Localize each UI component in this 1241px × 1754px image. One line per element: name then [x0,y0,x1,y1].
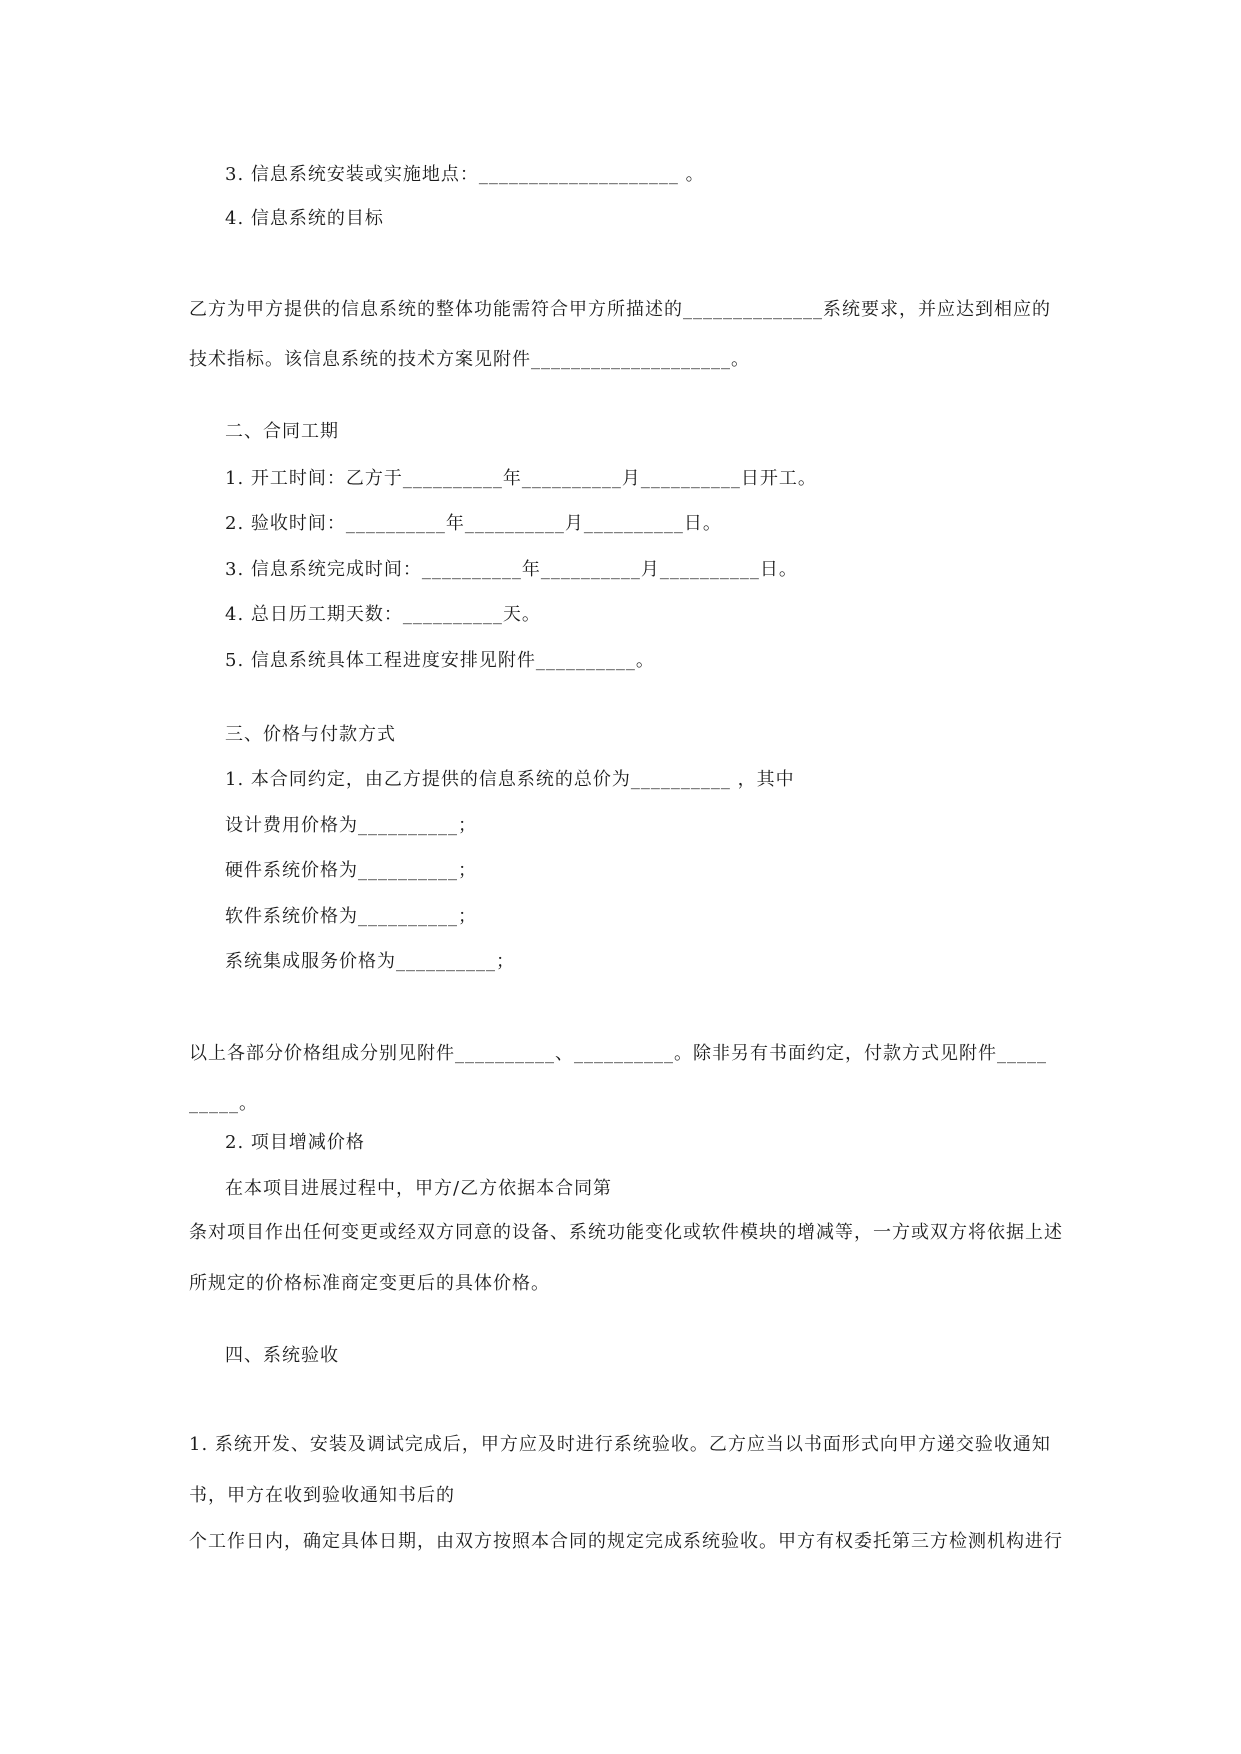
section-heading-4: 四、系统验收 [225,1345,339,1366]
paragraph-acceptance-line-2: 书，甲方在收到验收通知书后的 [189,1485,455,1506]
clause-price-adjustment: 2. 项目增减价格 [225,1132,365,1153]
clause-4-system-goal: 4. 信息系统的目标 [225,208,384,229]
clause-3-installation-site: 3. 信息系统安装或实施地点：____________________ 。 [225,164,705,185]
section-heading-2: 二、合同工期 [225,421,339,442]
paragraph-goal-line-2: 技术指标。该信息系统的技术方案见附件____________________。 [189,349,750,370]
paragraph-adjust-line-1: 在本项目进展过程中，甲方/乙方依据本合同第 [225,1178,613,1199]
price-software: 软件系统价格为__________； [225,906,477,927]
clause-completion-time: 3. 信息系统完成时间：__________年__________月__________日。 [225,559,798,580]
clause-total-days: 4. 总日历工期天数：__________天。 [225,604,541,625]
paragraph-adjust-line-2: 条对项目作出任何变更或经双方同意的设备、系统功能变化或软件模块的增减等，一方或双方将依据上述 [189,1222,1063,1243]
section-heading-3: 三、价格与付款方式 [225,724,396,745]
price-design: 设计费用价格为__________； [225,815,477,836]
paragraph-price-line-1: 以上各部分价格组成分别见附件__________、__________。除非另有书面约定，付款方式见附件_____ [189,1043,1047,1064]
clause-start-time: 1. 开工时间：乙方于__________年__________月__________日开工。 [225,468,817,489]
price-integration: 系统集成服务价格为__________； [225,951,515,972]
paragraph-goal-line-1: 乙方为甲方提供的信息系统的整体功能需符合甲方所描述的______________系统要求，并应达到相应的 [189,299,1051,320]
clause-total-price: 1. 本合同约定，由乙方提供的信息系统的总价为__________ ，其中 [225,769,795,790]
paragraph-price-line-2: _____。 [189,1093,258,1114]
clause-schedule: 5. 信息系统具体工程进度安排见附件__________。 [225,650,655,671]
paragraph-adjust-line-3: 所规定的价格标准商定变更后的具体价格。 [189,1273,550,1294]
price-hardware: 硬件系统价格为__________； [225,860,477,881]
paragraph-acceptance-line-3: 个工作日内，确定具体日期，由双方按照本合同的规定完成系统验收。甲方有权委托第三方检测机构进行 [189,1531,1063,1552]
paragraph-acceptance-line-1: 1. 系统开发、安装及调试完成后，甲方应及时进行系统验收。乙方应当以书面形式向甲方递交验收通知 [189,1434,1051,1455]
clause-acceptance-time: 2. 验收时间：__________年__________月__________日。 [225,513,722,534]
